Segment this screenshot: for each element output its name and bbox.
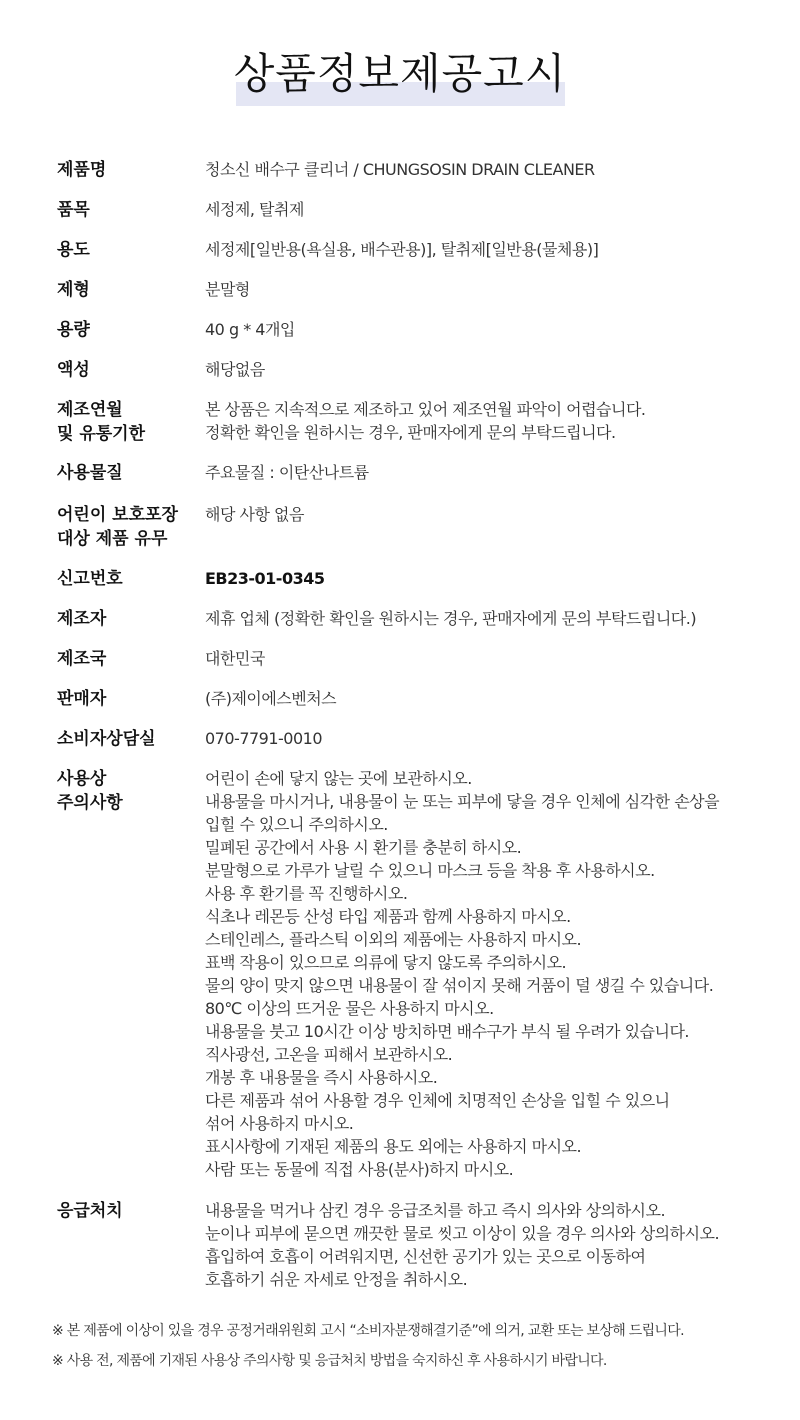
row-value: EB23-01-0345 (205, 569, 325, 588)
row-value: 세정제[일반용(욕실용, 배수관용)], 탈취제[일반용(물체용)] (205, 240, 599, 259)
row-value: 40 g * 4개입 (205, 320, 295, 339)
row-value: 070-7791-0010 (205, 729, 323, 748)
note-exchange-policy: ※ 본 제품에 이상이 있을 경우 공정거래위원회 고시 “소비자분쟁해결기준”에 의거, 교환 또는 보상해 드립니다. (52, 1323, 684, 1339)
row-label: 제형 (57, 280, 90, 300)
row-label: 신고번호 (57, 569, 123, 589)
footer-notes (52, 1320, 792, 1380)
row-value: 해당없음 (205, 360, 265, 379)
page-title: 상품정보제공고시 (233, 49, 567, 98)
title-container (0, 44, 800, 104)
row-label: 응급처치 (57, 1201, 123, 1221)
row-label: 제품명 (57, 160, 107, 180)
row-label: 용량 (57, 320, 90, 340)
row-label: 판매자 (57, 689, 107, 709)
row-value: 주요물질 : 이탄산나트륨 (205, 463, 369, 482)
row-value: 본 상품은 지속적으로 제조하고 있어 제조연월 파악이 어렵습니다. 정확한 확인을 원하시는 경우, 판매자에게 문의 부탁드립니다. (205, 400, 646, 442)
row-value: 분말형 (205, 280, 250, 299)
row-label: 소비자상담실 (57, 729, 156, 749)
row-value: 세정제, 탈취제 (205, 200, 304, 219)
row-label: 제조연월 및 유통기한 (57, 400, 146, 444)
row-value: 내용물을 먹거나 삼킨 경우 응급조치를 하고 즉시 의사와 상의하시오. 눈이나 피부에 묻으면 깨끗한 물로 씻고 이상이 있을 경우 의사와 상의하시오. 흡입하여 호흡이 어려워지면, 신선한 공기가 있는 곳으로 이동하여 호흡하기 쉬운 자세로 안정을 취하시오. (205, 1201, 720, 1289)
row-value: 어린이 손에 닿지 않는 곳에 보관하시오. 내용물을 마시거나, 내용물이 눈 또는 피부에 닿을 경우 인체에 심각한 손상을 입힐 수 있으니 주의하시오. 밀폐된 공간에서 사용 시 환기를 충분히 하시오. 분말형으로 가루가 날릴 수 있으니 마스크 등을 착용 후 사용하시오. 사용 후 환기를 꼭 진행하시오. 식초나 레몬등 산성 타입 제품과 함께 사용하지 마시오. 스테인레스, 플라스틱 이외의 제품에는 사용하지 마시오. 표백 작용이 있으므로 의류에 닿지 않도록 주의하시오. 물의 양이 맞지 않으면 내용물이 잘 섞이지 못해 거품이 덜 생길 수 있습니다. 80℃ 이상의 뜨거운 물은 사용하지 마시오. 내용물을 붓고 10시간 이상 방치하면 배수구가 부식 될 우려가 있습니다. 직사광선, 고온을 피해서 보관하시오. 개봉 후 내용물을 즉시 사용하시오. 다른 제품과 섞어 사용할 경우 인체에 치명적인 손상을 입힐 수 있으니 섞어 사용하지 마시오. 표시사항에 기재된 제품의 용도 외에는 사용하지 마시오. 사람 또는 동물에 직접 사용(분사)하지 마시오. (205, 769, 720, 1179)
row-value: 제휴 업체 (정확한 확인을 원하시는 경우, 판매자에게 문의 부탁드립니다.) (205, 609, 697, 628)
note-usage-warning: ※ 사용 전, 제품에 기재된 사용상 주의사항 및 응급처치 방법을 숙지하신 후 사용하시기 바랍니다. (52, 1353, 607, 1369)
row-label: 사용물질 (57, 463, 123, 483)
row-label: 액성 (57, 360, 90, 380)
row-label: 어린이 보호포장 대상 제품 유무 (57, 505, 178, 549)
row-value: 청소신 배수구 클리너 / CHUNGSOSIN DRAIN CLEANER (205, 160, 595, 179)
row-label: 제조국 (57, 649, 107, 669)
row-label: 제조자 (57, 609, 107, 629)
row-label: 용도 (57, 240, 90, 260)
row-label: 사용상 주의사항 (57, 769, 123, 813)
row-label: 품목 (57, 200, 90, 220)
row-value: 대한민국 (205, 649, 265, 668)
row-value: 해당 사항 없음 (205, 505, 304, 524)
row-value: (주)제이에스벤처스 (205, 689, 337, 708)
